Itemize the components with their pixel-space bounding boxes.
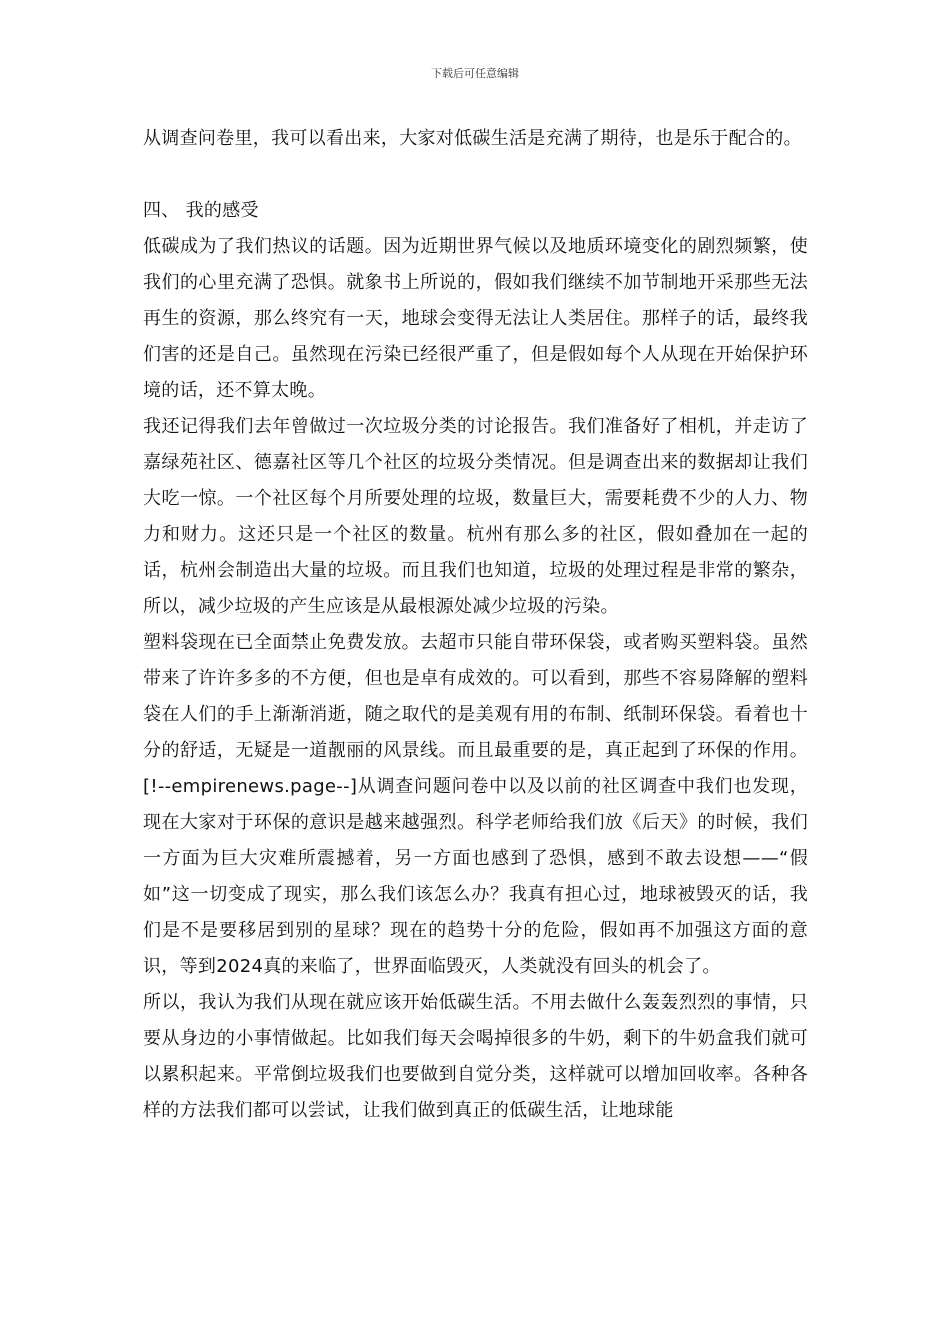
- paragraph-plastic-bags: 塑料袋现在已全面禁止免费发放。去超市只能自带环保袋，或者购买塑料袋。虽然带来了许许多多的不方便，但也是卓有成效的。可以看到，那些不容易降解的塑料袋在人们的手上渐渐消逝，随之取代的是美观有用的布制、纸制环保袋。看着也十分的舒适，无疑是一道靓丽的风景线。而且最重要的是，真正起到了环保的作用。[!--empirenews.page--]从调查问题问卷中以及以前的社区调查中我们也发现，现在大家对于环保的意识是越来越强烈。科学老师给我们放《后天》的时候，我们一方面为巨大灾难所震撼着，另一方面也感到了恐惧，感到不敢去设想——“假如”这一切变成了现实，那么我们该怎么办？我真有担心过，地球被毁灭的话，我们是不是要移居到别的星球？现在的趋势十分的危险，假如再不加强这方面的意识，等到2024真的来临了，世界面临毁灭，人类就没有回头的机会了。: [143, 632, 808, 977]
- blank-line: [143, 157, 808, 193]
- section-heading: 四、 我的感受: [143, 200, 259, 221]
- paragraph-conclusion: 所以，我认为我们从现在就应该开始低碳生活。不用去做什么轰轰烈烈的事情，只要从身边的小事情做起。比如我们每天会喝掉很多的牛奶，剩下的牛奶盒我们就可以累积起来。平常倒垃圾我们也要做到自觉分类，这样就可以增加回收率。各种各样的方法我们都可以尝试，让我们做到真正的低碳生活，让地球能: [143, 992, 808, 1121]
- paragraph-survey-conclusion: 从调查问卷里，我可以看出来，大家对低碳生活是充满了期待，也是乐于配合的。: [143, 128, 802, 149]
- page-header: 下载后可任意编辑: [431, 67, 519, 80]
- paragraph-low-carbon-topic: 低碳成为了我们热议的话题。因为近期世界气候以及地质环境变化的剧烈频繁，使我们的心里充满了恐惧。就象书上所说的，假如我们继续不加节制地开采那些无法再生的资源，那么终究有一天，地球会变得无法让人类居住。那样子的话，最终我们害的还是自己。虽然现在污染已经很严重了，但是假如每个人从现在开始保护环境的话，还不算太晚。: [143, 236, 808, 401]
- paragraph-garbage-sorting: 我还记得我们去年曾做过一次垃圾分类的讨论报告。我们准备好了相机，并走访了嘉绿苑社区、德嘉社区等几个社区的垃圾分类情况。但是调查出来的数据却让我们大吃一惊。一个社区每个月所要处理的垃圾，数量巨大，需要耗费不少的人力、物力和财力。这还只是一个社区的数量。杭州有那么多的社区，假如叠加在一起的话，杭州会制造出大量的垃圾。而且我们也知道，垃圾的处理过程是非常的繁杂，所以，减少垃圾的产生应该是从最根源处减少垃圾的污染。: [143, 416, 808, 617]
- document-body: [143, 121, 808, 1129]
